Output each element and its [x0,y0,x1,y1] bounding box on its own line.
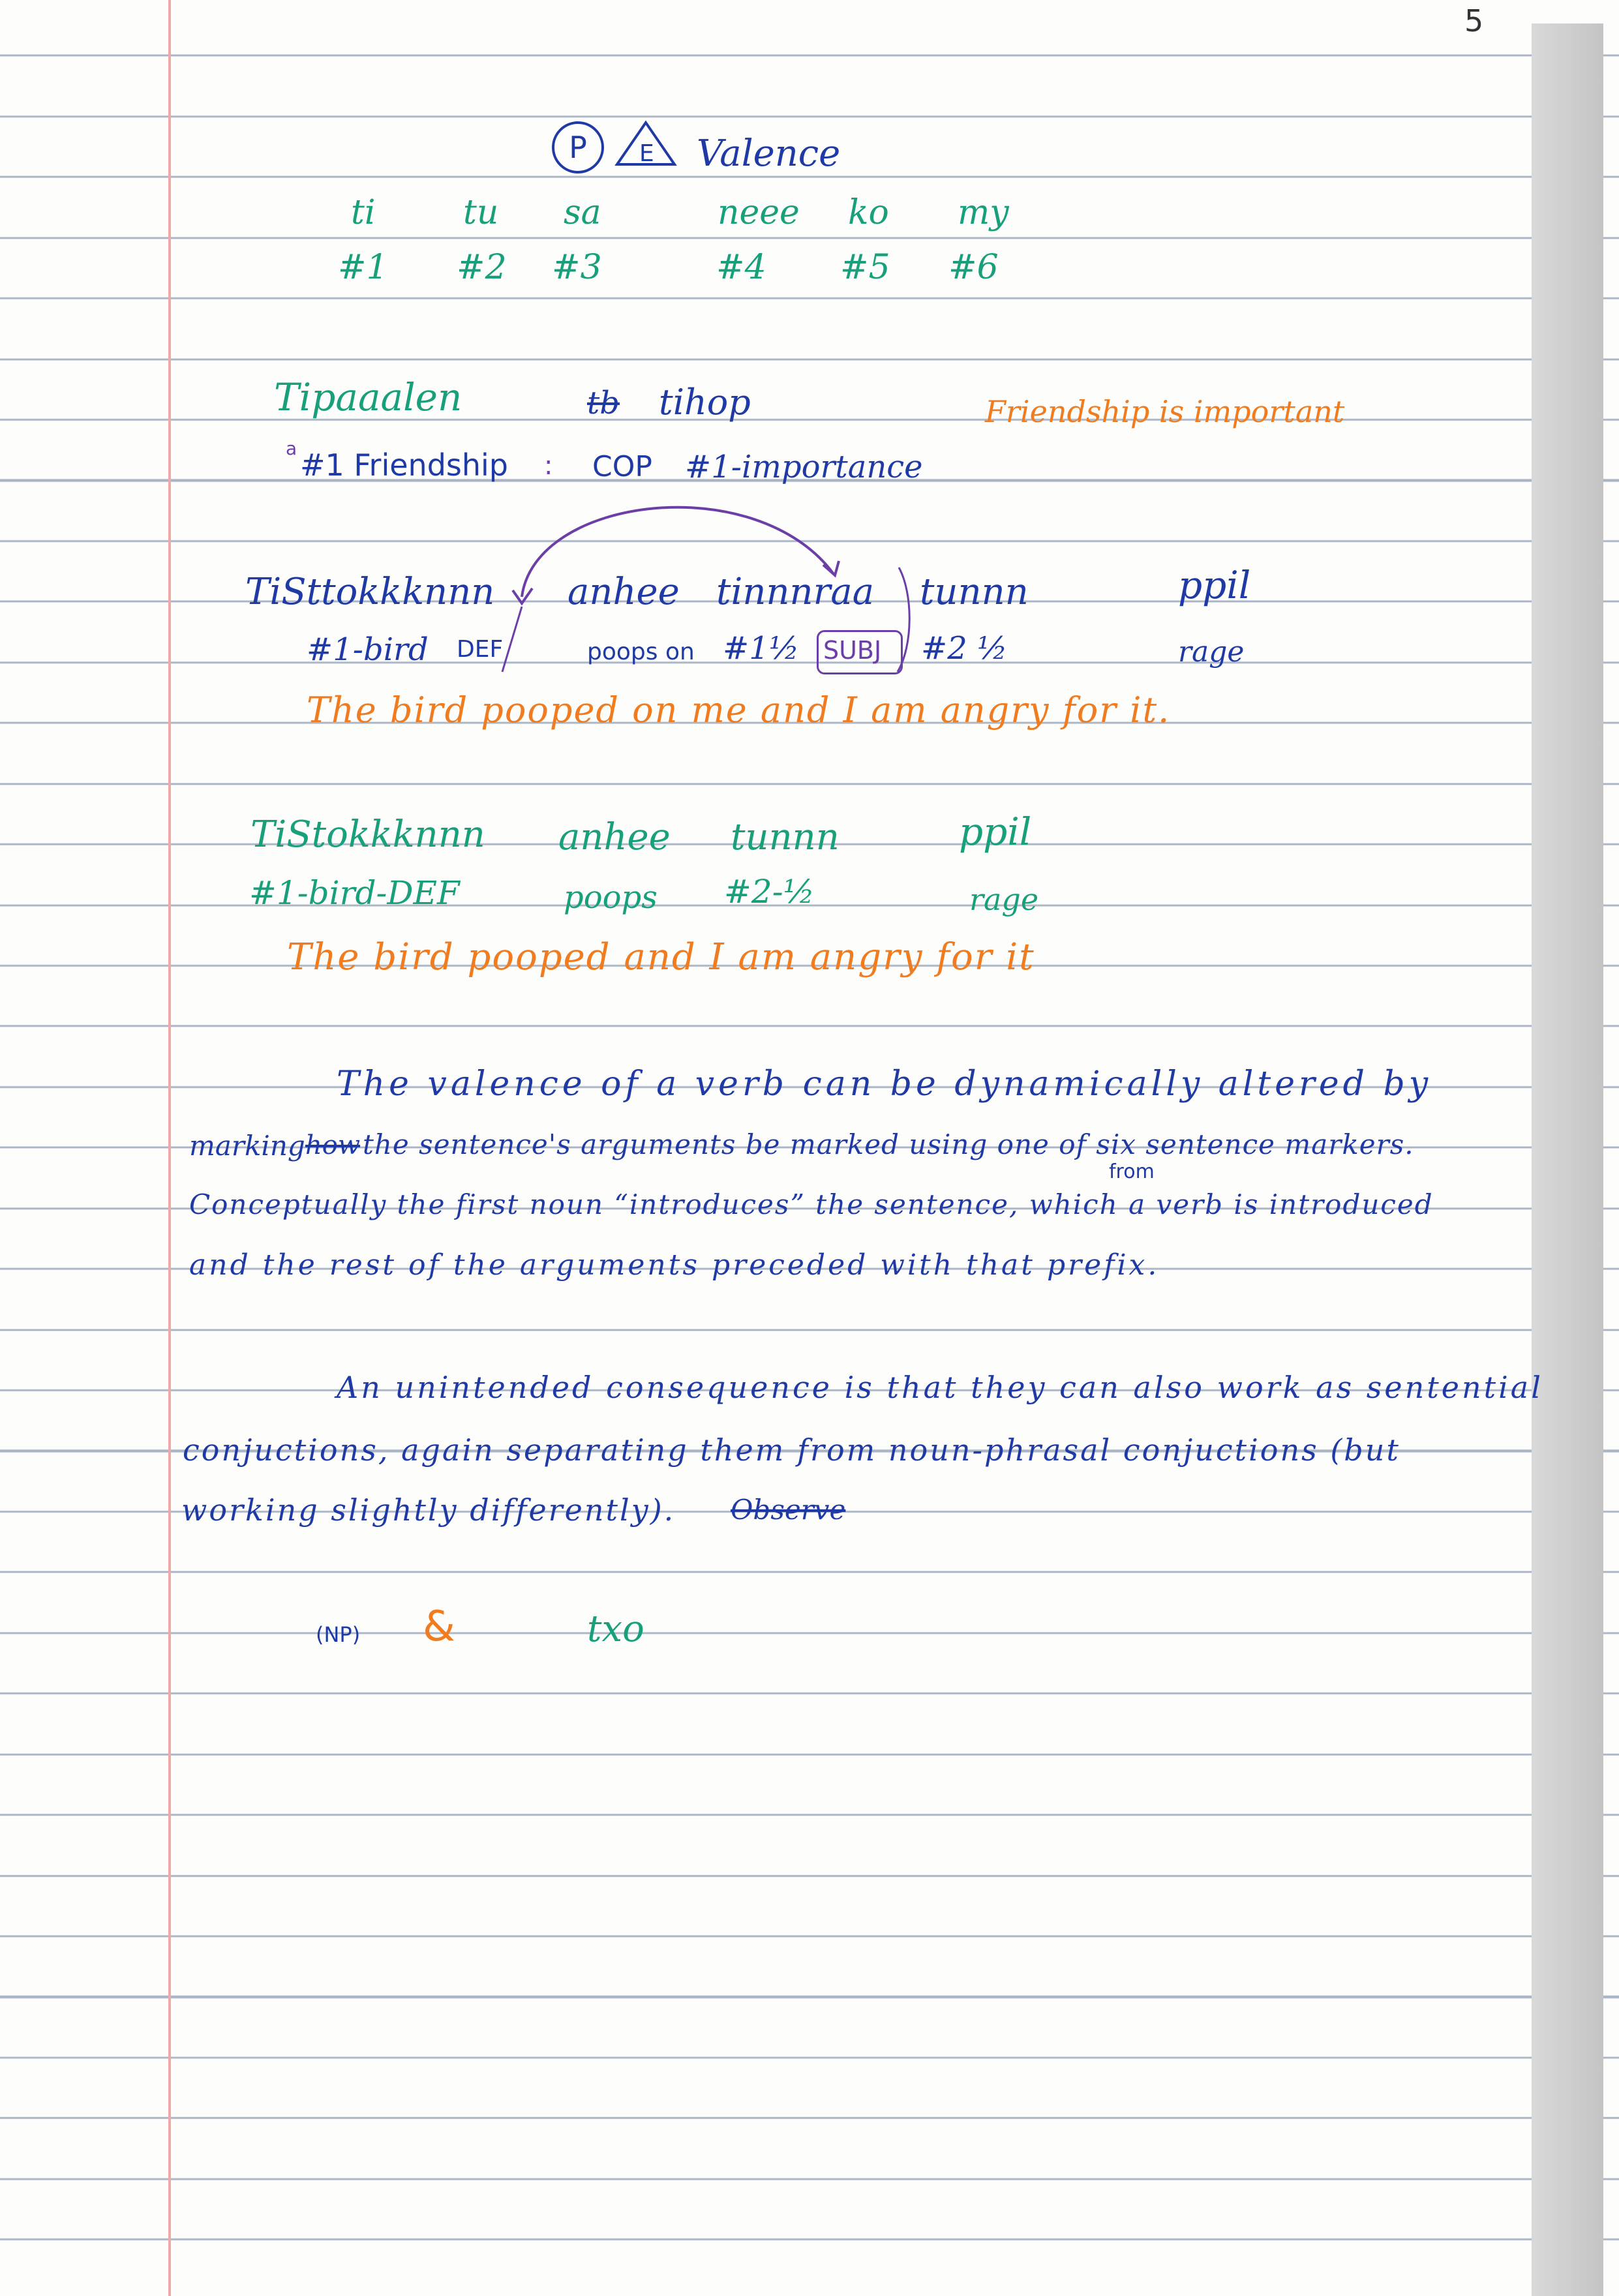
paragraph-1-line: Conceptually the first noun “introduces” the sentence, which a verb is introduced [189,1188,1434,1220]
marker-number: #3 [552,248,602,287]
example-2-gloss: rage [1178,635,1245,669]
example-1-word-struck: tb [587,385,620,421]
conjunction-label: (NP) [316,1622,361,1647]
paragraph-1-line: The valence of a verb can be dynamically altered by [337,1065,1432,1104]
example-3-word: TiStokkknnn [250,813,485,856]
marker-word: my [958,193,1009,232]
example-3-translation: The bird pooped and I am angry for it [287,936,1035,978]
example-1-gloss: COP [592,450,652,483]
paragraph-1-struck-word: how [305,1130,361,1160]
paragraph-2-line: conjuctions, again separating them from noun-phrasal conjuctions (but [183,1432,1400,1468]
example-1-gloss: #1 Friendship [300,447,508,483]
example-2-word: tinnnraa [716,571,875,613]
marker-word: sa [564,193,601,232]
circle-p-mark: P [552,121,604,174]
example-2-word: tunnn [920,571,1029,613]
example-2-gloss: #1-bird [307,631,429,668]
marker-word: ko [848,193,889,232]
example-1-word: Tipaaalen [274,375,462,419]
conjunction-word: txo [587,1608,644,1650]
marker-word: neee [718,193,800,232]
marker-number: #5 [840,248,890,287]
marker-number: #6 [948,248,999,287]
example-3-word: anhee [558,816,671,858]
example-2-gloss: SUBJ [823,636,882,665]
paragraph-2-struck-word: Observe [731,1494,846,1526]
paragraph-1-line: the sentence's arguments be marked using one of six sentence markers. [363,1128,1414,1160]
example-1-translation: Friendship is important [985,394,1345,429]
marker-number: #1 [338,248,388,287]
example-2-word: ppil [1178,563,1251,607]
example-1-gloss-mark: a [286,438,297,459]
example-2-word: anhee [567,571,680,613]
example-3-word: ppil [959,809,1032,854]
marker-word: ti [351,193,376,232]
example-2-gloss: DEF [457,636,504,663]
example-2-gloss: poops on [587,639,695,665]
paragraph-1-line: and the rest of the arguments preceded with that prefix. [189,1248,1160,1282]
example-1-word: tihop [659,382,751,423]
example-3-gloss: #2-½ [724,873,815,911]
example-1-gloss: : [544,451,553,481]
example-3-word: tunnn [731,816,840,858]
example-3-gloss: rage [969,882,1039,917]
example-3-gloss: #1-bird-DEF [249,874,460,912]
marker-number: #4 [716,248,766,287]
paragraph-1-line: marking [189,1130,305,1162]
example-3-gloss: poops [564,879,658,916]
marker-word: tu [463,193,499,232]
example-1-gloss: #1-importance [685,449,923,485]
example-2-word: TiSttokkknnn [245,571,495,613]
marker-number: #2 [457,248,507,287]
paragraph-1-insert: from [1109,1160,1155,1183]
page-title: Valence [697,132,841,175]
example-2-translation: The bird pooped on me and I am angry for it. [307,689,1171,731]
argument-arrow [0,0,1619,783]
page-number: 5 [1464,3,1484,38]
ampersand-symbol: & [423,1603,455,1651]
triangle-e-letter: E [639,140,654,167]
example-2-gloss: #2 ½ [921,630,1008,667]
paragraph-2-line: working slightly differently). [181,1492,676,1528]
paragraph-2-line: An unintended consequence is that they can also work as sentential [337,1370,1543,1405]
example-2-gloss: #1½ [723,630,800,667]
